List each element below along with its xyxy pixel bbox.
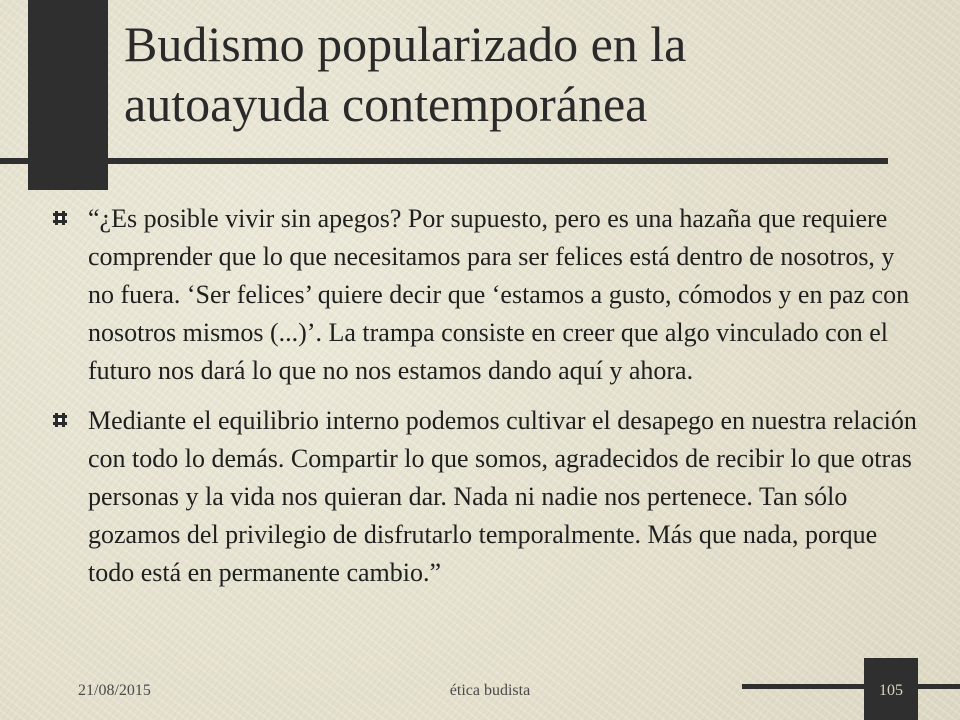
footer-title: ética budista [449,682,531,699]
slide-body [52,200,922,604]
hash-bullet-icon [52,412,68,428]
page-title [124,14,944,134]
title-line-1: Budismo popularizado en la [124,16,687,72]
page-number: 105 [879,682,903,699]
bullet-text-2: Mediante el equilibrio interno podemos cultivar el desapego en nuestra relación con todo lo demás. Compartir lo que somos, agradecidos de recibir lo que otras personas y la vida nos quieran dar. Nada ni nadie nos pertenece. Tan sólo gozamos del privilegio de disfrutarlo temporalmente. Más que nada, porque todo está en permanente cambio.” [88,406,917,587]
footer-center [0,682,960,700]
bullet-item-2 [52,402,922,592]
title-line-2: autoayuda contemporánea [124,76,648,132]
hash-bullet-icon [52,210,68,226]
bullet-text-1: “¿Es posible vivir sin apegos? Por supuesto, pero es una hazaña que requiere comprender que lo que necesitamos para ser felices está dentro de nosotros, y no fuera. ‘Ser felices’ quiere decir que ‘estamos a gusto, cómodos y en paz con nosotros mismos (...)’. La trampa consiste en creer que algo vinculado con el futuro nos dará lo que no nos estamos dando aquí y ahora. [88,204,910,385]
title-divider [0,158,888,164]
footer-date: 21/08/2015 [78,682,151,699]
bullet-item-1 [52,200,922,390]
